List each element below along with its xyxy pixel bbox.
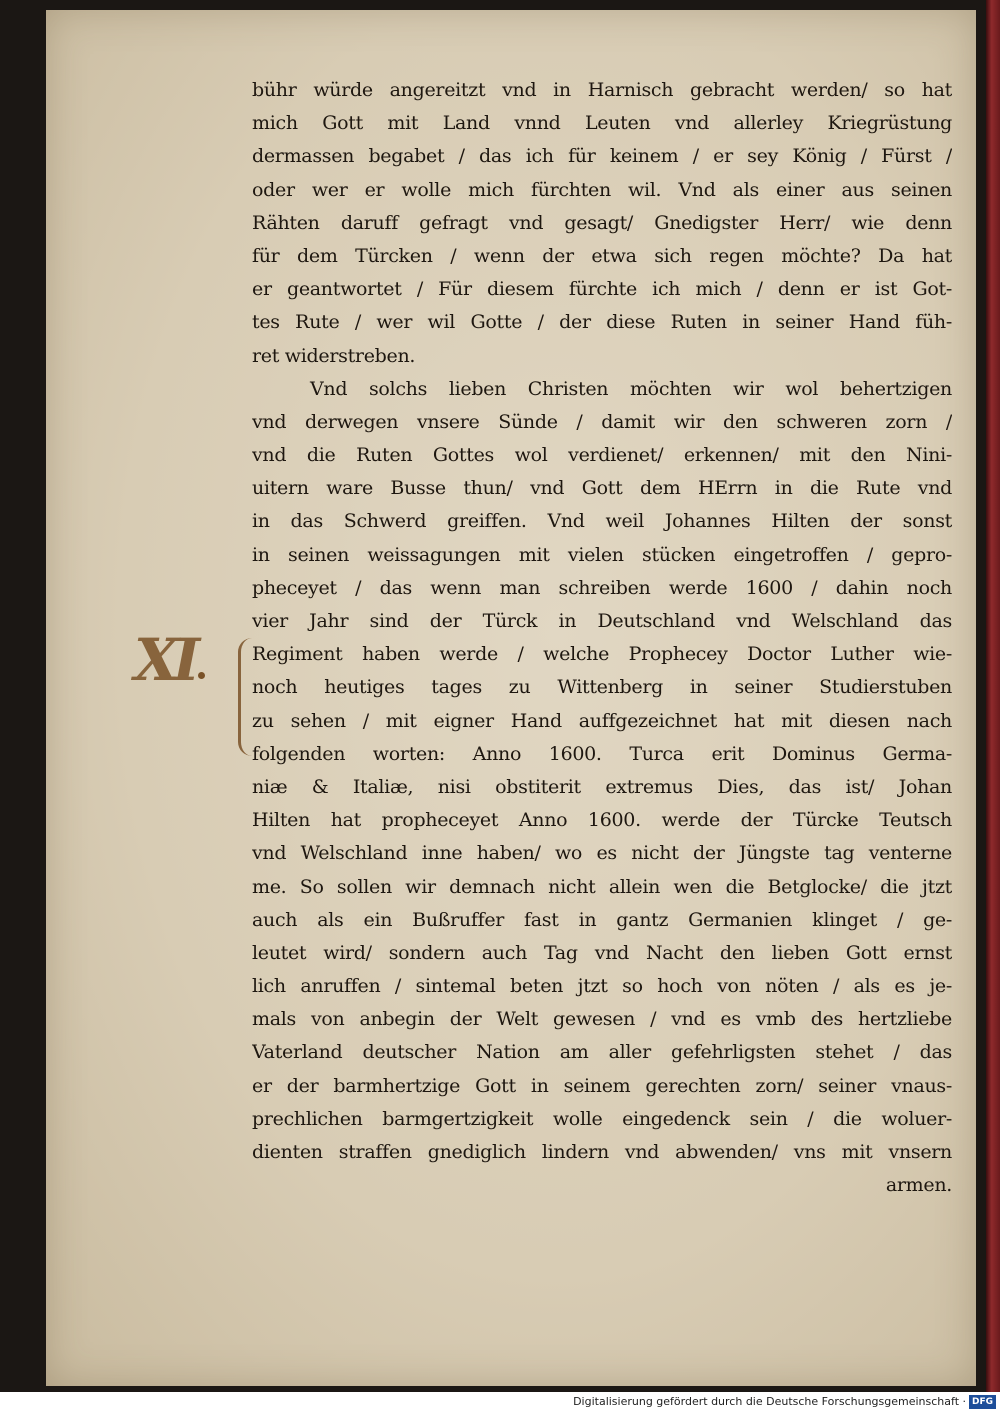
text-line: me. So sollen wir demnach nicht allein wen die Betglocke/ die jtzt: [252, 875, 952, 898]
text-line: niæ & Italiæ, nisi obstiterit extremus Dies, das ist/ Johan: [252, 775, 952, 798]
text-line: in seinen weissagungen mit vielen stücken eingetroffen / gepro-: [252, 543, 952, 566]
text-line: oder wer er wolle mich fürchten wil. Vnd als einer aus seinen: [252, 178, 952, 201]
text-line: tes Rute / wer wil Gotte / der diese Ruten in seiner Hand füh-: [252, 311, 952, 334]
text-line: dienten straffen gnediglich lindern vnd abwenden/ vns mit vnsern: [252, 1141, 952, 1163]
text-line: vnd Welschland inne haben/ wo es nicht der Jüngste tag venterne: [252, 842, 952, 865]
text-line: noch heutiges tages zu Wittenberg in seiner Studierstuben: [252, 676, 952, 699]
text-line: bühr würde angereitzt vnd in Harnisch gebracht werden/ so hat: [252, 79, 952, 101]
text-line: Vnd solchs lieben Christen möchten wir wol behertzigen: [310, 377, 952, 400]
text-line: armen.: [885, 1174, 952, 1197]
footer-bar: [0, 1392, 1000, 1413]
text-line: vnd die Ruten Gottes wol verdienet/ erkennen/ mit den Nini-: [252, 444, 952, 467]
text-line: ret widerstreben.: [252, 344, 416, 367]
text-line: mich Gott mit Land vnnd Leuten vnd allerley Kriegrüstung: [252, 112, 952, 135]
text-line: vier Jahr sind der Türck in Deutschland vnd Welschland das: [252, 610, 952, 632]
dfg-logo[interactable]: DFG: [969, 1395, 996, 1409]
text-line: folgenden worten: Anno 1600. Turca erit Dominus Germa-: [252, 742, 952, 765]
text-line: Vaterland deutscher Nation am aller gefehrligsten stehet / das: [252, 1041, 952, 1064]
text-line: zu sehen / mit eigner Hand auffgezeichnet hat mit diesen nach: [252, 709, 952, 732]
text-line: dermassen begabet / das ich für keinem / er sey König / Fürst /: [252, 145, 952, 168]
text-line: auch als ein Bußruffer fast in gantz Germanien klinget / ge-: [252, 908, 952, 931]
text-line: vnd derwegen vnsere Sünde / damit wir den schweren zorn /: [252, 410, 952, 433]
page-text: [252, 74, 952, 1202]
text-line: Hilten hat propheceyet Anno 1600. werde der Türcke Teutsch: [252, 809, 952, 832]
text-line: leutet wird/ sondern auch Tag vnd Nacht den lieben Gott ernst: [252, 941, 952, 964]
text-line: lich anruffen / sintemal beten jtzt so hoch von nöten / als es je-: [252, 975, 952, 998]
margin-note: XI: [134, 626, 195, 694]
text-line: er geantwortet / Für diesem fürchte ich mich / denn er ist Got-: [252, 278, 952, 301]
text-line: Rähten daruff gefragt vnd gesagt/ Gnedigster Herr/ wie denn: [252, 211, 952, 234]
margin-note-dot: [198, 672, 205, 679]
text-line: mals von anbegin der Welt gewesen / vnd es vmb des hertzliebe: [252, 1008, 952, 1031]
text-line: Regiment haben werde / welche Prophecey Doctor Luther wie-: [252, 643, 952, 666]
red-binding-edge: [986, 0, 1000, 1392]
text-line: in das Schwerd greiffen. Vnd weil Johannes Hilten der sonst: [252, 510, 952, 533]
text-line: für dem Türcken / wenn der etwa sich regen möchte? Da hat: [252, 244, 952, 267]
text-line: pheceyet / das wenn man schreiben werde 1600 / dahin noch: [252, 576, 952, 599]
funding-credit: Digitalisierung gefördert durch die Deutsche Forschungsgemeinschaft ·: [573, 1395, 966, 1408]
text-line: er der barmhertzige Gott in seinem gerechten zorn/ seiner vnaus-: [252, 1074, 952, 1097]
text-line: uitern ware Busse thun/ vnd Gott dem HErrn in die Rute vnd: [252, 477, 952, 500]
text-line: prechlichen barmgertzigkeit wolle eingedenck sein / die woluer-: [252, 1107, 952, 1130]
